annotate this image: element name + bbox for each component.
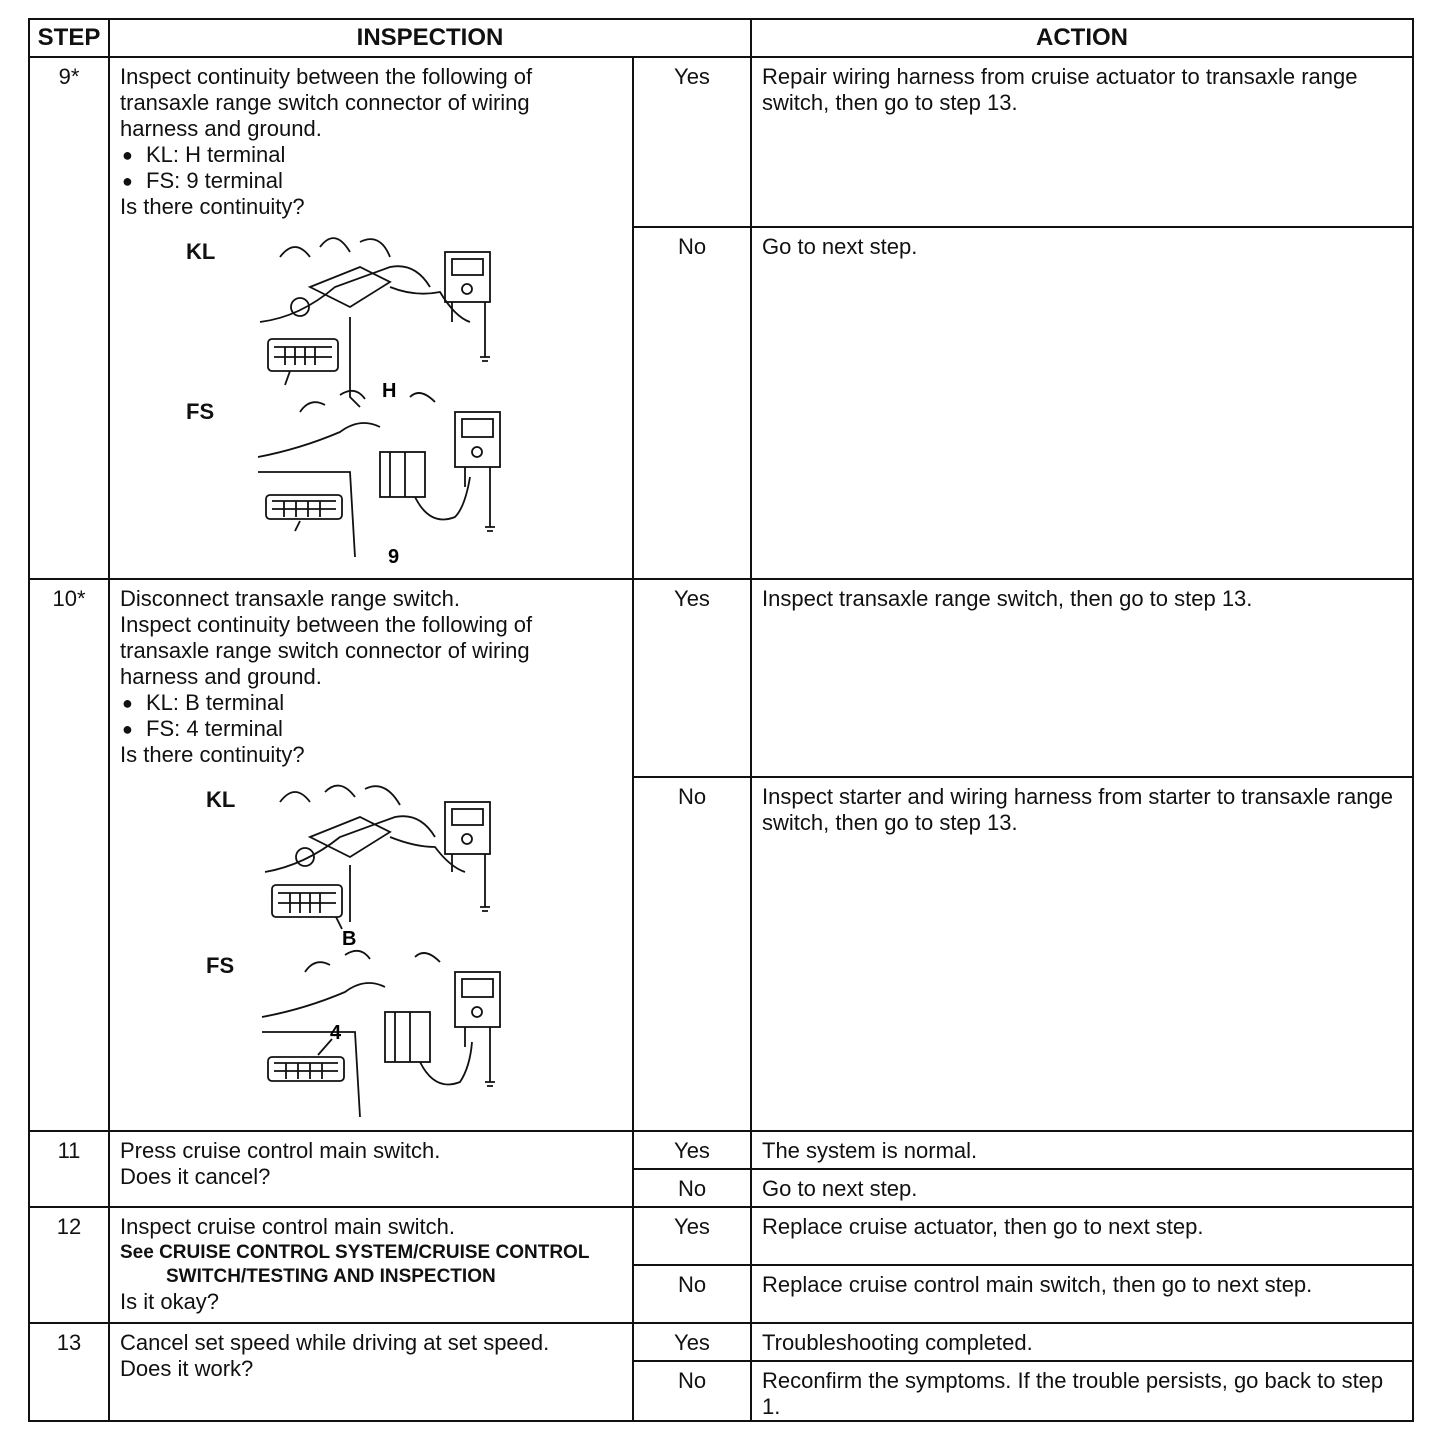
fs-body-outline <box>262 983 385 1017</box>
action-yes: Inspect transaxle range switch, then go to step 13. <box>751 579 1413 777</box>
kl-connector-pins <box>278 893 336 913</box>
header-row <box>29 19 1413 57</box>
step-row-12 <box>29 1207 1413 1265</box>
step-number: 12 <box>29 1207 109 1323</box>
figure-terminal-fs: 9 <box>388 546 400 568</box>
kl-meter-dial <box>452 809 483 825</box>
inspection-text <box>109 579 633 777</box>
bullet-icon: ● <box>122 719 133 739</box>
kl-connector-face <box>268 339 338 371</box>
fs-switch-detail <box>395 1012 410 1062</box>
fs-frame-line <box>262 1032 360 1117</box>
step-row-10 <box>29 579 1413 777</box>
kl-ground-symbol <box>480 357 490 361</box>
kl-body-outline <box>260 266 430 322</box>
kl-harness-lines <box>280 238 390 257</box>
answer-no: No <box>633 1361 751 1421</box>
bullet-item <box>120 168 624 194</box>
kl-terminal-pointer <box>285 371 290 385</box>
connector-diagram-9 <box>240 227 640 575</box>
inspection-line: Inspect continuity between the following of <box>120 612 533 637</box>
kl-probe-wire <box>390 287 470 322</box>
fs-probe-wire <box>415 477 470 520</box>
inspection-line: transaxle range switch connector of wiring <box>120 638 530 663</box>
inspection-line: Inspect cruise control main switch. <box>120 1214 456 1239</box>
header-inspection: INSPECTION <box>109 19 751 57</box>
inspection-line: Inspect continuity between the following of <box>120 64 533 89</box>
step-number: 11 <box>29 1131 109 1207</box>
fs-ground-symbol <box>485 1082 495 1086</box>
inspection-line: Does it work? <box>120 1356 254 1381</box>
see-reference-cont: SWITCH/TESTING AND INSPECTION <box>166 1266 496 1287</box>
bullet-item <box>120 142 624 168</box>
inspection-line: harness and ground. <box>120 664 322 689</box>
answer-yes: Yes <box>633 57 751 227</box>
action-yes: Replace cruise actuator, then go to next step. <box>751 1207 1413 1265</box>
answer-no: No <box>633 227 751 579</box>
inspection-question: Is it okay? <box>120 1289 220 1314</box>
bullet-text: FS: 9 terminal <box>146 168 283 193</box>
action-yes: The system is normal. <box>751 1131 1413 1169</box>
fs-switch-detail <box>390 452 405 497</box>
kl-harness-lines <box>280 786 400 805</box>
figure-terminal-kl: B <box>342 928 357 950</box>
fs-probe-wire <box>420 1042 472 1085</box>
step-row-9-figure <box>29 227 1413 579</box>
inspection-line: Disconnect transaxle range switch. <box>120 586 460 611</box>
fs-meter-leads <box>465 1027 490 1082</box>
fs-connector-face <box>266 495 342 519</box>
inspection-text <box>109 1207 633 1323</box>
inspection-line: Cancel set speed while driving at set speed. <box>120 1330 550 1355</box>
bullet-text: FS: 4 terminal <box>146 716 283 741</box>
fs-meter-leads <box>465 467 490 527</box>
answer-yes: Yes <box>633 1131 751 1169</box>
figure-terminal-fs: 4 <box>330 1022 342 1044</box>
troubleshooting-table <box>28 18 1414 1422</box>
bullet-icon: ● <box>122 693 133 713</box>
fs-meter-knob <box>472 447 482 457</box>
inspection-question: Is there continuity? <box>120 742 305 767</box>
answer-yes: Yes <box>633 1207 751 1265</box>
bullet-text: KL: B terminal <box>146 690 285 715</box>
fs-harness-lines <box>305 951 440 972</box>
figure-label-kl: KL <box>206 787 236 812</box>
inspection-question: Is there continuity? <box>120 194 305 219</box>
figure-label-kl: KL <box>186 239 216 264</box>
action-yes: Troubleshooting completed. <box>751 1323 1413 1361</box>
inspection-text <box>109 1323 633 1421</box>
fs-connector-pins <box>272 501 336 517</box>
action-yes: Repair wiring harness from cruise actuator to transaxle range switch, then go to step 13. <box>751 57 1413 227</box>
see-reference: See CRUISE CONTROL SYSTEM/CRUISE CONTROL <box>120 1242 590 1263</box>
troubleshooting-sheet <box>28 18 1428 1428</box>
bullet-icon: ● <box>122 145 133 165</box>
kl-meter-knob <box>462 834 472 844</box>
fs-meter-dial <box>462 419 493 437</box>
action-no: Inspect starter and wiring harness from starter to transaxle range switch, then go to step 13. <box>751 777 1413 1131</box>
fs-connector-face <box>268 1057 344 1081</box>
step-row-9 <box>29 57 1413 227</box>
inspection-line: Press cruise control main switch. <box>120 1138 441 1163</box>
fs-switch-shape <box>385 1012 430 1062</box>
bullet-item <box>120 716 624 742</box>
answer-no: No <box>633 1169 751 1207</box>
answer-no: No <box>633 777 751 1131</box>
fs-body-outline <box>258 423 380 457</box>
figure-label-fs: FS <box>206 953 235 978</box>
fs-ground-symbol <box>485 527 495 531</box>
kl-ground-symbol <box>480 907 490 911</box>
step-row-10-figure <box>29 777 1413 1131</box>
inspection-text <box>109 1131 633 1207</box>
step-row-13 <box>29 1323 1413 1361</box>
kl-meter-dial <box>452 259 483 275</box>
wiring-figure-9 <box>109 227 633 579</box>
kl-connector-face <box>272 885 342 917</box>
bullet-item <box>120 690 624 716</box>
header-action: ACTION <box>751 19 1413 57</box>
step-number: 13 <box>29 1323 109 1421</box>
step-number: 10* <box>29 579 109 1131</box>
connector-diagram-10 <box>250 777 650 1127</box>
fs-harness-lines <box>300 391 435 412</box>
step-row-11 <box>29 1131 1413 1169</box>
action-no: Go to next step. <box>751 1169 1413 1207</box>
bullet-text: KL: H terminal <box>146 142 286 167</box>
header-step: STEP <box>29 19 109 57</box>
fs-frame-line <box>258 472 355 557</box>
kl-meter-knob <box>462 284 472 294</box>
inspection-line: harness and ground. <box>120 116 322 141</box>
inspection-line: Does it cancel? <box>120 1164 271 1189</box>
answer-yes: Yes <box>633 579 751 777</box>
action-no: Go to next step. <box>751 227 1413 579</box>
fs-connector-pins <box>274 1063 338 1079</box>
action-no: Replace cruise control main switch, then go to next step. <box>751 1265 1413 1323</box>
figure-label-fs: FS <box>186 399 215 424</box>
inspection-line: transaxle range switch connector of wiring <box>120 90 530 115</box>
wiring-figure-10 <box>109 777 633 1131</box>
fs-meter-knob <box>472 1007 482 1017</box>
kl-connector-pins <box>274 347 332 365</box>
answer-no: No <box>633 1265 751 1323</box>
fs-switch-shape <box>380 452 425 497</box>
fs-terminal-pointer <box>295 521 300 531</box>
fs-meter-dial <box>462 979 493 997</box>
answer-yes: Yes <box>633 1323 751 1361</box>
kl-switch-shape <box>310 267 390 307</box>
kl-meter-leads <box>452 302 485 357</box>
kl-meter-leads <box>452 854 485 907</box>
step-number: 9* <box>29 57 109 579</box>
inspection-text <box>109 57 633 227</box>
action-no: Reconfirm the symptoms. If the trouble persists, go back to step 1. <box>751 1361 1413 1421</box>
bullet-icon: ● <box>122 171 133 191</box>
figure-terminal-kl: H <box>382 380 397 402</box>
